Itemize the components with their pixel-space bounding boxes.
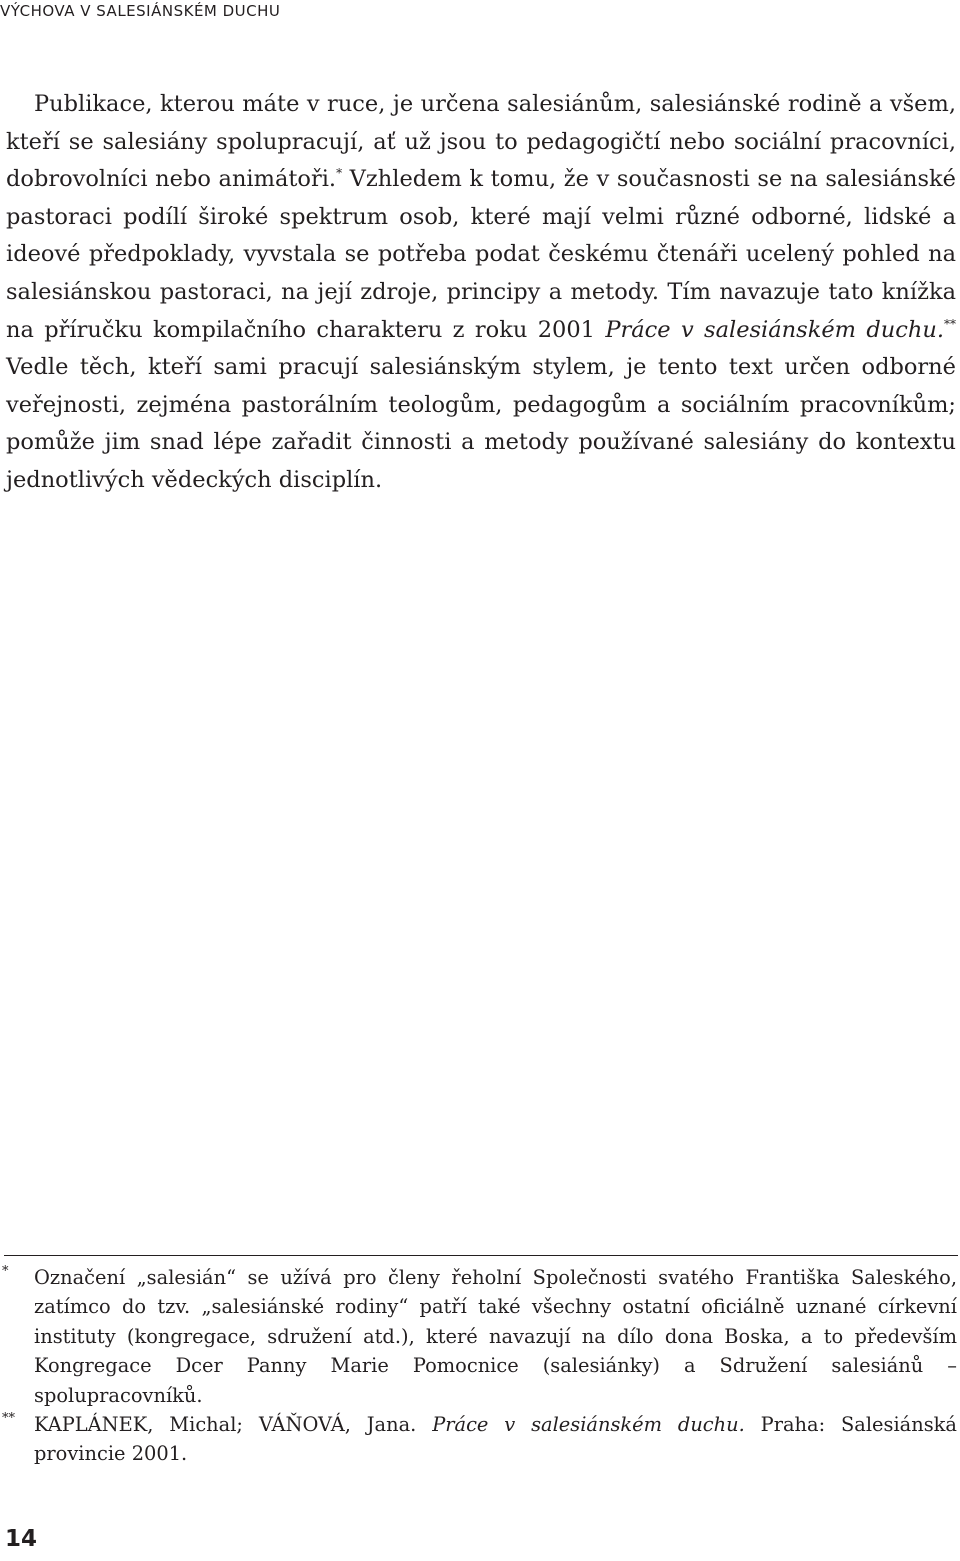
footnote-text-2-before: KAPLÁNEK, Michal; VÁŇOVÁ, Jana.	[34, 1413, 433, 1437]
footnote-text-2-after: Praha: Salesiánská provincie 2001.	[34, 1413, 957, 1466]
footnote-separator	[4, 1255, 958, 1256]
footnote-2	[0, 1410, 957, 1469]
footnote-2-title-italic: Práce v salesiánském duchu.	[432, 1413, 745, 1437]
footnote-reference-2: **	[944, 316, 956, 331]
body-text-part-2: Vzhledem k tomu, že v současnosti se na salesiánské pastoraci podílí široké spektrum osob, které mají velmi různé odborné, lidské a ideové předpoklady, vyvstala se potřeba podat českému čtenáři ucelený pohled na salesiánskou pastoraci, na její zdroje, principy a metody. Tím navazuje tato knížka na příručku kompilačního charakteru z roku 2001	[6, 166, 956, 343]
footnote-marker-2: **	[2, 1411, 15, 1427]
footnote-marker-1: *	[2, 1264, 9, 1279]
footnote-1	[0, 1263, 957, 1410]
page-number: 14	[5, 1526, 38, 1552]
book-title-italic: Práce v salesiánském duchu.	[605, 316, 944, 343]
footnote-reference-1: *	[336, 166, 343, 181]
body-text-part-1: Publikace, kterou máte v ruce, je určena salesiánům, salesiánské rodině a všem, kteří se salesiány spolupracují, ať už jsou to pedagogičtí nebo sociální pracovníci, dobrovolníci nebo animátoři.	[6, 91, 956, 193]
footnote-text-1: Označení „salesián“ se užívá pro členy řeholní Společnosti svatého Františka Saleského, zatímco do tzv. „salesiánské rodiny“ patří také všechny ostatní oficiálně uznané církevní instituty (kongregace, sdružení atd.), které navazují na dílo dona Boska, a to především Kongregace Dcer Panny Marie Pomocnice (salesiánky) a Sdružení salesiánů – spolupracovníků.	[34, 1266, 957, 1407]
running-header: VÝCHOVA V SALESIÁNSKÉM DUCHU	[0, 2, 281, 20]
footnotes-section	[0, 1263, 957, 1469]
body-text-part-3: Vedle těch, kteří sami pracují salesiánským stylem, je tento text určen odborné veřejnosti, zejména pastorálním teologům, pedagogům a sociálním pracovníkům; pomůže jim snad lépe zařadit činnosti a metody používané salesiány do kontextu jednotlivých vědeckých disciplín.	[6, 354, 956, 493]
body-paragraph	[6, 86, 956, 500]
